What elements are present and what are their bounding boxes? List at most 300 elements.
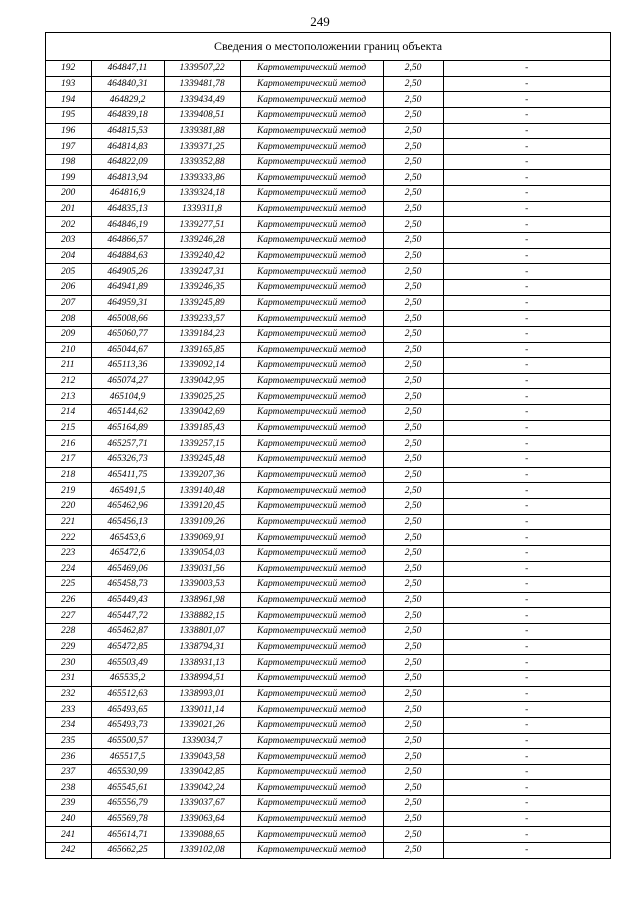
description-cell: - [443, 702, 610, 718]
description-cell: - [443, 639, 610, 655]
accuracy-cell: 2,50 [383, 670, 443, 686]
accuracy-cell: 2,50 [383, 639, 443, 655]
table-row [46, 217, 610, 233]
coordinate-y-cell: 1339352,88 [164, 154, 240, 170]
coordinate-y-cell: 1339042,24 [164, 780, 240, 796]
coordinate-x-cell: 465164,89 [91, 420, 164, 436]
coordinate-y-cell: 1338931,13 [164, 655, 240, 671]
method-cell: Картометрический метод [240, 170, 383, 186]
point-number-cell: 213 [46, 389, 91, 405]
accuracy-cell: 2,50 [383, 170, 443, 186]
coordinate-y-cell: 1339021,26 [164, 717, 240, 733]
accuracy-cell: 2,50 [383, 702, 443, 718]
accuracy-cell: 2,50 [383, 311, 443, 327]
table-row [46, 796, 610, 812]
coordinate-x-cell: 464905,26 [91, 264, 164, 280]
table-row [46, 76, 610, 92]
coordinate-x-cell: 465060,77 [91, 326, 164, 342]
method-cell: Картометрический метод [240, 498, 383, 514]
point-number-cell: 222 [46, 530, 91, 546]
description-cell: - [443, 498, 610, 514]
accuracy-cell: 2,50 [383, 233, 443, 249]
coordinate-y-cell: 1339408,51 [164, 107, 240, 123]
description-cell: - [443, 545, 610, 561]
coordinate-y-cell: 1339031,56 [164, 561, 240, 577]
point-number-cell: 192 [46, 61, 91, 76]
method-cell: Картометрический метод [240, 248, 383, 264]
method-cell: Картометрический метод [240, 123, 383, 139]
accuracy-cell: 2,50 [383, 295, 443, 311]
description-cell: - [443, 592, 610, 608]
coordinate-x-cell: 464866,57 [91, 233, 164, 249]
accuracy-cell: 2,50 [383, 154, 443, 170]
coordinate-y-cell: 1339120,45 [164, 498, 240, 514]
method-cell: Картометрический метод [240, 827, 383, 843]
description-cell: - [443, 577, 610, 593]
coordinate-y-cell: 1339507,22 [164, 61, 240, 76]
table-row [46, 655, 610, 671]
method-cell: Картометрический метод [240, 624, 383, 640]
method-cell: Картометрический метод [240, 264, 383, 280]
accuracy-cell: 2,50 [383, 498, 443, 514]
table-row [46, 702, 610, 718]
point-number-cell: 225 [46, 577, 91, 593]
table-row [46, 624, 610, 640]
coordinates-table-body [46, 61, 610, 858]
method-cell: Картометрический метод [240, 358, 383, 374]
coordinate-x-cell: 465469,06 [91, 561, 164, 577]
point-number-cell: 196 [46, 123, 91, 139]
table-row [46, 483, 610, 499]
point-number-cell: 212 [46, 373, 91, 389]
coordinate-x-cell: 465447,72 [91, 608, 164, 624]
table-row [46, 389, 610, 405]
coordinate-y-cell: 1339257,15 [164, 436, 240, 452]
coordinate-x-cell: 464829,2 [91, 92, 164, 108]
accuracy-cell: 2,50 [383, 405, 443, 421]
table-row [46, 123, 610, 139]
coordinate-y-cell: 1339246,28 [164, 233, 240, 249]
accuracy-cell: 2,50 [383, 608, 443, 624]
table-row [46, 811, 610, 827]
coordinate-x-cell: 465458,73 [91, 577, 164, 593]
table-row [46, 717, 610, 733]
point-number-cell: 227 [46, 608, 91, 624]
description-cell: - [443, 764, 610, 780]
description-cell: - [443, 655, 610, 671]
description-cell: - [443, 717, 610, 733]
table-row [46, 639, 610, 655]
method-cell: Картометрический метод [240, 326, 383, 342]
coordinate-y-cell: 1338794,31 [164, 639, 240, 655]
coordinate-y-cell: 1339025,25 [164, 389, 240, 405]
method-cell: Картометрический метод [240, 608, 383, 624]
point-number-cell: 238 [46, 780, 91, 796]
accuracy-cell: 2,50 [383, 764, 443, 780]
method-cell: Картометрический метод [240, 405, 383, 421]
coordinate-x-cell: 465456,13 [91, 514, 164, 530]
method-cell: Картометрический метод [240, 561, 383, 577]
description-cell: - [443, 796, 610, 812]
accuracy-cell: 2,50 [383, 577, 443, 593]
accuracy-cell: 2,50 [383, 811, 443, 827]
accuracy-cell: 2,50 [383, 92, 443, 108]
point-number-cell: 216 [46, 436, 91, 452]
point-number-cell: 210 [46, 342, 91, 358]
coordinate-x-cell: 465491,5 [91, 483, 164, 499]
description-cell: - [443, 154, 610, 170]
coordinate-x-cell: 464835,13 [91, 201, 164, 217]
description-cell: - [443, 670, 610, 686]
method-cell: Картометрический метод [240, 76, 383, 92]
table-row [46, 373, 610, 389]
coordinate-y-cell: 1339371,25 [164, 139, 240, 155]
description-cell: - [443, 279, 610, 295]
coordinate-x-cell: 465462,87 [91, 624, 164, 640]
point-number-cell: 236 [46, 749, 91, 765]
description-cell: - [443, 217, 610, 233]
coordinate-y-cell: 1339434,49 [164, 92, 240, 108]
method-cell: Картометрический метод [240, 139, 383, 155]
point-number-cell: 198 [46, 154, 91, 170]
point-number-cell: 218 [46, 467, 91, 483]
method-cell: Картометрический метод [240, 514, 383, 530]
accuracy-cell: 2,50 [383, 780, 443, 796]
coordinate-y-cell: 1339042,85 [164, 764, 240, 780]
description-cell: - [443, 827, 610, 843]
point-number-cell: 239 [46, 796, 91, 812]
method-cell: Картометрический метод [240, 780, 383, 796]
coordinate-y-cell: 1339233,57 [164, 311, 240, 327]
coordinate-x-cell: 465449,43 [91, 592, 164, 608]
coordinate-y-cell: 1338993,01 [164, 686, 240, 702]
coordinate-x-cell: 465113,36 [91, 358, 164, 374]
accuracy-cell: 2,50 [383, 733, 443, 749]
point-number-cell: 226 [46, 592, 91, 608]
description-cell: - [443, 76, 610, 92]
accuracy-cell: 2,50 [383, 61, 443, 76]
coordinate-x-cell: 464846,19 [91, 217, 164, 233]
table-row [46, 279, 610, 295]
table-header-title: Сведения о местоположении границ объекта [46, 33, 610, 61]
coordinate-y-cell: 1339185,43 [164, 420, 240, 436]
accuracy-cell: 2,50 [383, 483, 443, 499]
point-number-cell: 228 [46, 624, 91, 640]
accuracy-cell: 2,50 [383, 420, 443, 436]
point-number-cell: 205 [46, 264, 91, 280]
table-row [46, 545, 610, 561]
coordinate-y-cell: 1339092,14 [164, 358, 240, 374]
method-cell: Картометрический метод [240, 233, 383, 249]
point-number-cell: 203 [46, 233, 91, 249]
method-cell: Картометрический метод [240, 749, 383, 765]
coordinate-x-cell: 464815,53 [91, 123, 164, 139]
method-cell: Картометрический метод [240, 577, 383, 593]
coordinate-y-cell: 1339069,91 [164, 530, 240, 546]
description-cell: - [443, 749, 610, 765]
point-number-cell: 223 [46, 545, 91, 561]
method-cell: Картометрический метод [240, 61, 383, 76]
method-cell: Картометрический метод [240, 811, 383, 827]
point-number-cell: 207 [46, 295, 91, 311]
coordinate-y-cell: 1339165,85 [164, 342, 240, 358]
coordinate-y-cell: 1339207,36 [164, 467, 240, 483]
point-number-cell: 200 [46, 186, 91, 202]
coordinate-x-cell: 465517,5 [91, 749, 164, 765]
accuracy-cell: 2,50 [383, 796, 443, 812]
description-cell: - [443, 61, 610, 76]
method-cell: Картометрический метод [240, 389, 383, 405]
coordinate-x-cell: 465104,9 [91, 389, 164, 405]
description-cell: - [443, 452, 610, 468]
description-cell: - [443, 483, 610, 499]
method-cell: Картометрический метод [240, 639, 383, 655]
point-number-cell: 215 [46, 420, 91, 436]
point-number-cell: 211 [46, 358, 91, 374]
accuracy-cell: 2,50 [383, 358, 443, 374]
table-row [46, 186, 610, 202]
point-number-cell: 220 [46, 498, 91, 514]
coordinate-x-cell: 465569,78 [91, 811, 164, 827]
description-cell: - [443, 326, 610, 342]
accuracy-cell: 2,50 [383, 530, 443, 546]
point-number-cell: 234 [46, 717, 91, 733]
table-row [46, 733, 610, 749]
method-cell: Картометрический метод [240, 530, 383, 546]
coordinate-x-cell: 465144,62 [91, 405, 164, 421]
description-cell: - [443, 139, 610, 155]
point-number-cell: 208 [46, 311, 91, 327]
accuracy-cell: 2,50 [383, 436, 443, 452]
point-number-cell: 235 [46, 733, 91, 749]
coordinate-y-cell: 1339245,89 [164, 295, 240, 311]
coordinate-x-cell: 465500,57 [91, 733, 164, 749]
coordinate-x-cell: 465614,71 [91, 827, 164, 843]
point-number-cell: 201 [46, 201, 91, 217]
coordinate-x-cell: 464959,31 [91, 295, 164, 311]
table-row [46, 577, 610, 593]
coordinate-x-cell: 465462,96 [91, 498, 164, 514]
description-cell: - [443, 123, 610, 139]
coordinate-y-cell: 1339063,64 [164, 811, 240, 827]
coordinate-y-cell: 1339140,48 [164, 483, 240, 499]
description-cell: - [443, 170, 610, 186]
accuracy-cell: 2,50 [383, 686, 443, 702]
coordinate-y-cell: 1339381,88 [164, 123, 240, 139]
point-number-cell: 233 [46, 702, 91, 718]
table-row [46, 764, 610, 780]
method-cell: Картометрический метод [240, 92, 383, 108]
table-row [46, 92, 610, 108]
coordinate-y-cell: 1339043,58 [164, 749, 240, 765]
table-row [46, 843, 610, 859]
description-cell: - [443, 530, 610, 546]
table-row [46, 170, 610, 186]
accuracy-cell: 2,50 [383, 749, 443, 765]
accuracy-cell: 2,50 [383, 217, 443, 233]
method-cell: Картометрический метод [240, 796, 383, 812]
description-cell: - [443, 264, 610, 280]
coordinate-x-cell: 464840,31 [91, 76, 164, 92]
method-cell: Картометрический метод [240, 295, 383, 311]
accuracy-cell: 2,50 [383, 655, 443, 671]
description-cell: - [443, 733, 610, 749]
table-row [46, 780, 610, 796]
point-number-cell: 232 [46, 686, 91, 702]
table-row [46, 686, 610, 702]
point-number-cell: 209 [46, 326, 91, 342]
method-cell: Картометрический метод [240, 545, 383, 561]
accuracy-cell: 2,50 [383, 264, 443, 280]
point-number-cell: 194 [46, 92, 91, 108]
page-number: 249 [310, 14, 330, 29]
coordinate-x-cell: 465472,85 [91, 639, 164, 655]
description-cell: - [443, 780, 610, 796]
method-cell: Картометрический метод [240, 655, 383, 671]
description-cell: - [443, 201, 610, 217]
method-cell: Картометрический метод [240, 279, 383, 295]
table-row [46, 233, 610, 249]
description-cell: - [443, 467, 610, 483]
coordinate-x-cell: 465493,65 [91, 702, 164, 718]
method-cell: Картометрический метод [240, 764, 383, 780]
accuracy-cell: 2,50 [383, 467, 443, 483]
coordinate-y-cell: 1339333,86 [164, 170, 240, 186]
coordinate-x-cell: 464814,83 [91, 139, 164, 155]
coordinate-x-cell: 465556,79 [91, 796, 164, 812]
description-cell: - [443, 436, 610, 452]
method-cell: Картометрический метод [240, 217, 383, 233]
table-row [46, 452, 610, 468]
table-row [46, 139, 610, 155]
coordinate-y-cell: 1339481,78 [164, 76, 240, 92]
method-cell: Картометрический метод [240, 717, 383, 733]
method-cell: Картометрический метод [240, 702, 383, 718]
coordinate-y-cell: 1339324,18 [164, 186, 240, 202]
point-number-cell: 229 [46, 639, 91, 655]
table-row [46, 405, 610, 421]
point-number-cell: 241 [46, 827, 91, 843]
coordinate-x-cell: 464839,18 [91, 107, 164, 123]
table-row [46, 592, 610, 608]
table-row [46, 827, 610, 843]
method-cell: Картометрический метод [240, 420, 383, 436]
description-cell: - [443, 420, 610, 436]
coordinate-x-cell: 465044,67 [91, 342, 164, 358]
coordinate-x-cell: 464847,11 [91, 61, 164, 76]
accuracy-cell: 2,50 [383, 186, 443, 202]
coordinate-x-cell: 464941,89 [91, 279, 164, 295]
coordinates-table [46, 61, 610, 859]
table-row [46, 61, 610, 76]
method-cell: Картометрический метод [240, 186, 383, 202]
method-cell: Картометрический метод [240, 154, 383, 170]
point-number-cell: 202 [46, 217, 91, 233]
accuracy-cell: 2,50 [383, 373, 443, 389]
accuracy-cell: 2,50 [383, 514, 443, 530]
table-row [46, 358, 610, 374]
method-cell: Картометрический метод [240, 342, 383, 358]
coordinate-y-cell: 1339109,26 [164, 514, 240, 530]
coordinate-x-cell: 465503,49 [91, 655, 164, 671]
table-row [46, 342, 610, 358]
coordinate-y-cell: 1339037,67 [164, 796, 240, 812]
description-cell: - [443, 686, 610, 702]
method-cell: Картометрический метод [240, 201, 383, 217]
table-row [46, 154, 610, 170]
description-cell: - [443, 624, 610, 640]
table-row [46, 248, 610, 264]
coordinate-y-cell: 1339277,51 [164, 217, 240, 233]
description-cell: - [443, 843, 610, 859]
description-cell: - [443, 389, 610, 405]
table-row [46, 561, 610, 577]
accuracy-cell: 2,50 [383, 326, 443, 342]
coordinate-x-cell: 465493,73 [91, 717, 164, 733]
table-row [46, 608, 610, 624]
accuracy-cell: 2,50 [383, 342, 443, 358]
coordinate-x-cell: 465326,73 [91, 452, 164, 468]
method-cell: Картометрический метод [240, 467, 383, 483]
method-cell: Картометрический метод [240, 311, 383, 327]
table-row [46, 295, 610, 311]
method-cell: Картометрический метод [240, 107, 383, 123]
accuracy-cell: 2,50 [383, 76, 443, 92]
accuracy-cell: 2,50 [383, 107, 443, 123]
coordinate-y-cell: 1338994,51 [164, 670, 240, 686]
coordinate-x-cell: 464822,09 [91, 154, 164, 170]
method-cell: Картометрический метод [240, 436, 383, 452]
point-number-cell: 221 [46, 514, 91, 530]
coordinate-y-cell: 1339245,48 [164, 452, 240, 468]
table-row [46, 326, 610, 342]
coordinate-x-cell: 465512,63 [91, 686, 164, 702]
table-row [46, 530, 610, 546]
coordinate-x-cell: 465472,6 [91, 545, 164, 561]
coordinate-x-cell: 465662,25 [91, 843, 164, 859]
method-cell: Картометрический метод [240, 373, 383, 389]
coordinate-y-cell: 1339102,08 [164, 843, 240, 859]
point-number-cell: 224 [46, 561, 91, 577]
accuracy-cell: 2,50 [383, 561, 443, 577]
coordinate-y-cell: 1339246,35 [164, 279, 240, 295]
method-cell: Картометрический метод [240, 592, 383, 608]
coordinate-y-cell: 1339034,7 [164, 733, 240, 749]
accuracy-cell: 2,50 [383, 201, 443, 217]
coordinate-y-cell: 1339247,31 [164, 264, 240, 280]
description-cell: - [443, 561, 610, 577]
method-cell: Картометрический метод [240, 843, 383, 859]
table-row [46, 420, 610, 436]
point-number-cell: 214 [46, 405, 91, 421]
coordinate-x-cell: 464884,63 [91, 248, 164, 264]
description-cell: - [443, 358, 610, 374]
coordinate-x-cell: 465530,99 [91, 764, 164, 780]
description-cell: - [443, 107, 610, 123]
description-cell: - [443, 373, 610, 389]
table-row [46, 498, 610, 514]
point-number-cell: 204 [46, 248, 91, 264]
table-row [46, 311, 610, 327]
description-cell: - [443, 92, 610, 108]
point-number-cell: 240 [46, 811, 91, 827]
coordinate-x-cell: 465411,75 [91, 467, 164, 483]
method-cell: Картометрический метод [240, 686, 383, 702]
coordinate-y-cell: 1339311,8 [164, 201, 240, 217]
coordinate-x-cell: 465008,66 [91, 311, 164, 327]
table-row [46, 436, 610, 452]
coordinate-x-cell: 465453,6 [91, 530, 164, 546]
